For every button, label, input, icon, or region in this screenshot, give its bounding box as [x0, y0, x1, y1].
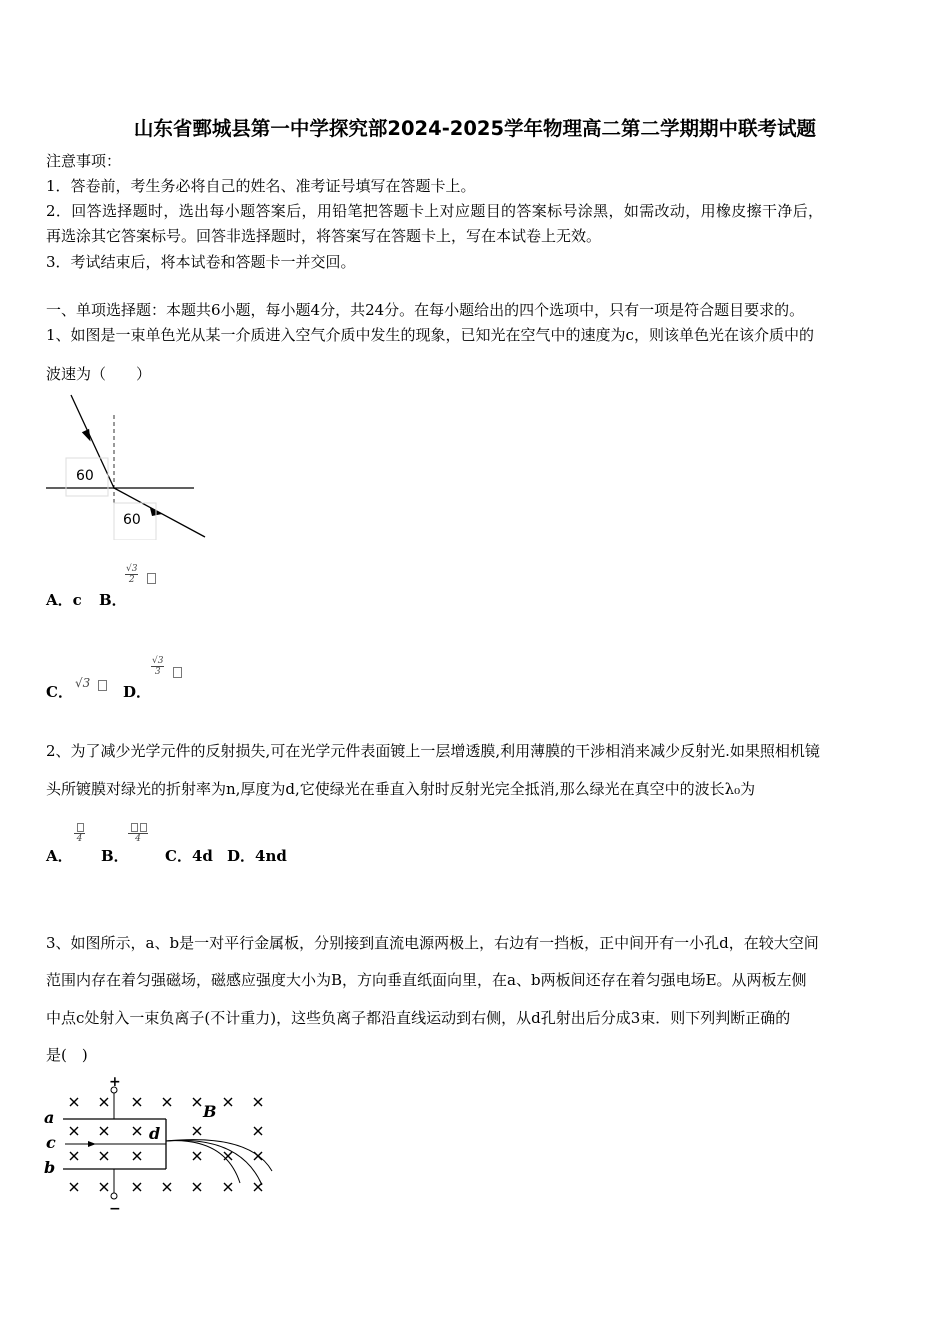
missing-glyph-icon	[98, 680, 107, 691]
question-2-text: 头所镀膜对绿光的折射率为n,厚度为d,它使绿光在垂直入射时反射光完全抵消,那么绿光在真空中的波长λ₀为	[46, 780, 756, 798]
section-heading: 一、单项选择题：本题共6小题，每小题4分，共24分。在每小题给出的四个选项中，只有一项是符合题目要求的。	[46, 301, 805, 319]
option-b[interactable]	[101, 846, 129, 866]
option-a-text: A．c	[46, 591, 82, 609]
option-b[interactable]	[99, 590, 127, 610]
question-3-text: 范围内存在着匀强磁场，磁感应强度大小为B，方向垂直纸面向里，在a、b两板间还存在着匀强电场E。从两板左侧	[46, 971, 807, 989]
missing-glyph-icon	[173, 667, 182, 678]
question-3-text: 3、如图所示，a、b是一对平行金属板，分别接到直流电源两极上，右边有一挡板，正中间开有一小孔d，在较大空间	[46, 934, 819, 952]
field-b-label: B	[203, 1102, 217, 1121]
notice-item: 再选涂其它答案标号。回答非选择题时，将答案写在答题卡上，写在本试卷上无效。	[46, 227, 602, 245]
notice-item: 2．回答选择题时，选出每小题答案后，用铅笔把答题卡上对应题目的答案标号涂黑，如需改动，用橡皮擦干净后，	[46, 202, 824, 220]
denominator: 4	[135, 834, 141, 844]
refraction-diagram	[44, 390, 209, 540]
option-a-label: A．	[46, 847, 73, 865]
option-d[interactable]	[123, 682, 151, 702]
option-b-label: B．	[99, 591, 127, 609]
notice-item: 1．答卷前，考生务必将自己的姓名、准考证号填写在答题卡上。	[46, 177, 476, 195]
denominator: 2	[128, 575, 135, 585]
option-d[interactable]	[227, 846, 287, 866]
minus-terminal: −	[109, 1201, 121, 1215]
option-c-text: C．4d	[165, 847, 213, 865]
question-2-text: 2、为了减少光学元件的反射损失,可在光学元件表面镀上一层增透膜,利用薄膜的干涉相消来减少反射光.如果照相机镜	[46, 742, 820, 760]
notice-item: 3．考试结束后，将本试卷和答题卡一并交回。	[46, 253, 356, 271]
notice-heading: 注意事项：	[46, 152, 122, 170]
option-c[interactable]	[165, 846, 213, 866]
angle-label: 60	[76, 468, 94, 484]
question-3-text: 中点c处射入一束负离子(不计重力)，这些负离子都沿直线运动到右侧，从d孔射出后分成3束．则下列判断正确的	[46, 1009, 791, 1027]
question-1-text: 1、如图是一束单色光从某一介质进入空气介质中发生的现象，已知光在空气中的速度为c，则该单色光在该介质中的	[46, 326, 814, 344]
page-title: 山东省鄄城县第一中学探究部2024-2025学年物理高二第二学期期中联考试题	[133, 117, 817, 140]
option-a[interactable]	[46, 590, 82, 610]
denominator: 4	[76, 834, 83, 844]
plate-b-label: b	[44, 1158, 56, 1177]
missing-glyph-icon	[147, 573, 156, 584]
numerator: √3	[152, 656, 164, 666]
option-d-fraction	[151, 656, 164, 677]
point-c-label: c	[46, 1133, 56, 1152]
denominator: 3	[154, 667, 161, 677]
plus-terminal: +	[109, 1075, 121, 1090]
plate-a-label: a	[44, 1108, 55, 1127]
option-d-label: D．	[123, 683, 152, 701]
option-a-fraction	[74, 823, 85, 844]
magnetic-field-diagram	[40, 1075, 280, 1215]
option-b-fraction	[125, 564, 138, 585]
option-d-text: D．4nd	[227, 847, 287, 865]
question-3-text: 是( )	[46, 1046, 88, 1064]
option-b-fraction	[128, 823, 148, 844]
option-c[interactable]	[46, 682, 73, 702]
option-a[interactable]	[46, 846, 73, 866]
numerator: √3	[126, 564, 138, 574]
option-b-label: B．	[101, 847, 129, 865]
angle-label: 60	[123, 512, 141, 528]
option-c-value: √3	[75, 676, 91, 690]
hole-d-label: d	[149, 1124, 161, 1143]
question-1-text: 波速为（ ）	[46, 365, 152, 383]
option-c-label: C．	[46, 683, 73, 701]
